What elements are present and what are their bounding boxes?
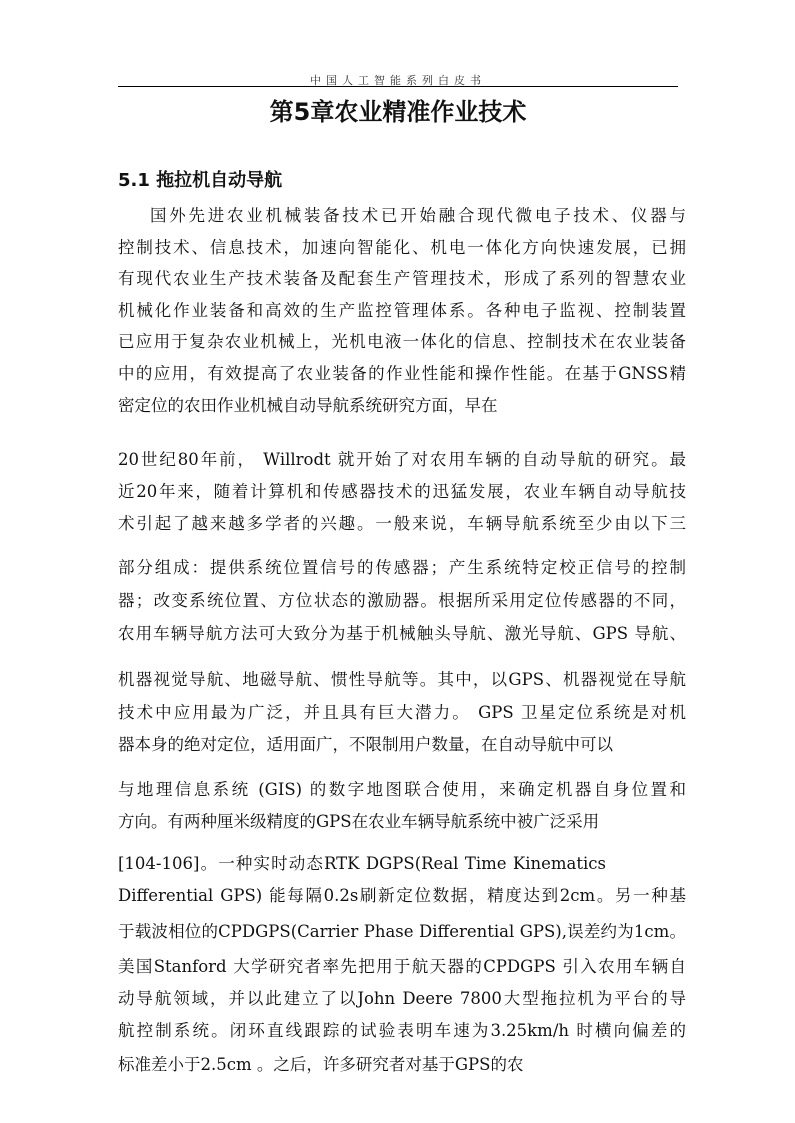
text-line: 方向。有两种厘米级精度的GPS在农业车辆导航系统中被广泛采用: [118, 812, 600, 831]
text-line: 与地理信息系统 (GIS) 的数字地图联合使用，来确定机器自身位置和: [118, 780, 686, 799]
text-line: 技术中应用最为广泛，并且具有巨大潜力。 GPS 卫星定位系统是对机: [118, 703, 686, 722]
text-line: 20世纪80年前， Willrodt 就开始了对农用车辆的自动导航的研究。最: [118, 450, 686, 469]
text-line: 农用车辆导航方法可大致分为基于机械触头导航、激光导航、GPS 导航、: [118, 624, 686, 643]
text-line: 航控制系统。闭环直线跟踪的试验表明车速为3.25km/h 时横向偏差的: [118, 1021, 686, 1040]
text-line: 术引起了越来越多学者的兴趣。一般来说，车辆导航系统至少由以下三: [118, 514, 686, 533]
text-line: 标准差小于2.5cm 。之后，许多研究者对基于GPS的农: [118, 1055, 524, 1074]
text-line: 美国Stanford 大学研究者率先把用于航天器的CPDGPS 引入农用车辆自: [118, 957, 686, 976]
text-line: 机械化作业装备和高效的生产监控管理体系。各种电子监视、控制装置: [118, 301, 686, 320]
text-line: 机器视觉导航、地磁导航、惯性导航等。其中，以GPS、机器视觉在导航: [118, 670, 686, 689]
header-rule: [118, 86, 678, 87]
text-line: 密定位的农田作业机械自动导航系统研究方面，早在: [118, 396, 498, 415]
text-line: Differential GPS) 能每隔0.2s刷新定位数据，精度达到2cm。另一种基: [118, 886, 686, 905]
text-line: 中的应用，有效提高了农业装备的作业性能和操作性能。在基于GNSS精: [118, 364, 686, 383]
chapter-title: 第5章农业精准作业技术: [269, 98, 527, 126]
section-title: 5.1 拖拉机自动导航: [118, 170, 283, 191]
running-header: 中国人工智能系列白皮书: [310, 74, 486, 87]
text-line: 器；改变系统位置、方位状态的激励器。根据所采用定位传感器的不同，: [118, 591, 686, 610]
text-line: 国外先进农业机械装备技术已开始融合现代微电子技术、仪器与: [150, 206, 686, 225]
text-line: 部分组成：提供系统位置信号的传感器；产生系统特定校正信号的控制: [118, 558, 686, 577]
text-line: 动导航领域，并以此建立了以John Deere 7800大型拖拉机为平台的导: [118, 989, 686, 1008]
text-line: 控制技术、信息技术，加速向智能化、机电一体化方向快速发展，已拥: [118, 238, 686, 257]
text-line: 器本身的绝对定位，适用面广，不限制用户数量，在自动导航中可以: [118, 735, 613, 754]
text-line: 有现代农业生产技术装备及配套生产管理技术，形成了系列的智慧农业: [118, 269, 686, 288]
text-line: 于载波相位的CPDGPS(Carrier Phase Differential GPS),误差约为1cm。: [118, 922, 686, 941]
text-line: 近20年来，随着计算机和传感器技术的迅猛发展，农业车辆自动导航技: [118, 482, 686, 501]
text-line: 已应用于复杂农业机械上，光机电液一体化的信息、控制技术在农业装备: [118, 332, 686, 351]
text-line: [104-106]。一种实时动态RTK DGPS(Real Time Kinematics: [118, 854, 606, 873]
